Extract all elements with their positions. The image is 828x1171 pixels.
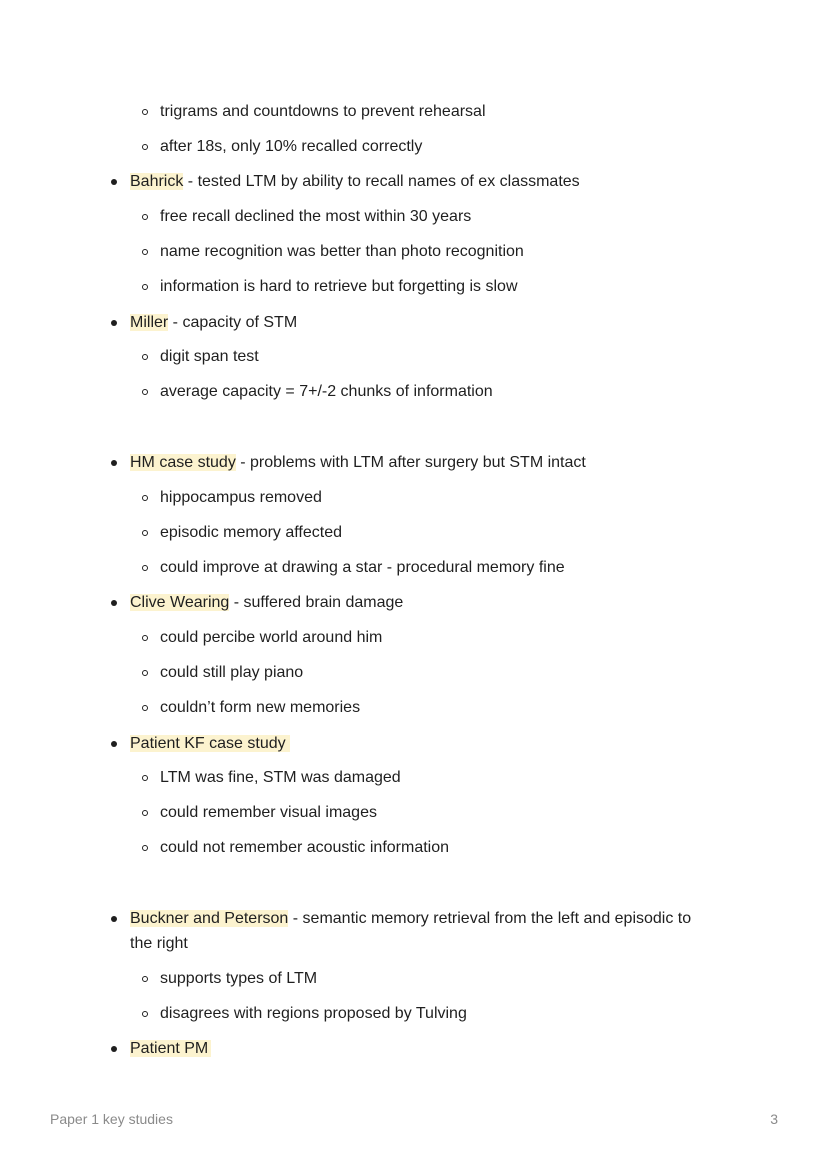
bullet-item [130, 453, 586, 473]
item-text: - tested LTM by ability to recall names of ex classmates [183, 173, 580, 190]
item-text: - semantic memory retrieval from the left and episodic to [288, 910, 692, 927]
bullet-item [130, 593, 403, 613]
disc-bullet-icon [111, 741, 117, 747]
item-text: free recall declined the most within 30 years [160, 208, 472, 225]
study-name-highlight: Clive Wearing [130, 594, 230, 611]
bullet-item [130, 909, 691, 929]
footer-document-title: Paper 1 key studies [50, 1111, 173, 1127]
disc-bullet-icon [111, 460, 117, 466]
item-text: episodic memory affected [160, 524, 343, 541]
sub-bullet-item [160, 768, 401, 788]
disc-bullet-icon [111, 320, 117, 326]
item-text: LTM was fine, STM was damaged [160, 769, 401, 786]
sub-bullet-item [160, 803, 377, 823]
circle-bullet-icon [142, 1011, 148, 1017]
circle-bullet-icon [142, 284, 148, 290]
item-text: could not remember acoustic information [160, 839, 450, 856]
study-name-highlight: Buckner and Peterson [130, 910, 289, 927]
study-name-highlight: Patient PM [130, 1040, 211, 1057]
disc-bullet-icon [111, 179, 117, 185]
item-text: supports types of LTM [160, 970, 318, 987]
item-text: could remember visual images [160, 804, 377, 821]
circle-bullet-icon [142, 144, 148, 150]
sub-bullet-item [160, 628, 382, 648]
circle-bullet-icon [142, 109, 148, 115]
item-text: could still play piano [160, 664, 304, 681]
item-text: digit span test [160, 348, 259, 365]
sub-bullet-item [160, 382, 493, 402]
sub-bullet-item [160, 698, 360, 718]
item-text: couldn’t form new memories [160, 699, 361, 716]
disc-bullet-icon [111, 1046, 117, 1052]
circle-bullet-icon [142, 775, 148, 781]
circle-bullet-icon [142, 565, 148, 571]
sub-bullet-item [160, 969, 317, 989]
study-name-highlight: Miller [130, 314, 169, 331]
sub-bullet-item [160, 523, 342, 543]
bullet-item [130, 172, 580, 192]
circle-bullet-icon [142, 354, 148, 360]
item-text: hippocampus removed [160, 489, 322, 506]
circle-bullet-icon [142, 976, 148, 982]
sub-bullet-item [160, 347, 259, 367]
disc-bullet-icon [111, 916, 117, 922]
item-text: could percibe world around him [160, 629, 383, 646]
circle-bullet-icon [142, 389, 148, 395]
item-text: - problems with LTM after surgery but STM intact [235, 454, 586, 471]
sub-bullet-item [160, 137, 422, 157]
item-text: the right [130, 935, 188, 952]
study-name-highlight: Bahrick [130, 173, 184, 190]
circle-bullet-icon [142, 249, 148, 255]
footer-page-number: 3 [770, 1111, 778, 1127]
sub-bullet-item [160, 1004, 467, 1024]
circle-bullet-icon [142, 214, 148, 220]
sub-bullet-item [160, 663, 303, 683]
item-text: after 18s, only 10% recalled correctly [160, 138, 423, 155]
bullet-item-continuation [130, 934, 188, 954]
bullet-item [130, 1039, 211, 1059]
circle-bullet-icon [142, 635, 148, 641]
circle-bullet-icon [142, 845, 148, 851]
sub-bullet-item [160, 558, 565, 578]
item-text: information is hard to retrieve but forgetting is slow [160, 278, 518, 295]
item-text: name recognition was better than photo recognition [160, 243, 524, 260]
item-text: - capacity of STM [168, 314, 298, 331]
circle-bullet-icon [142, 670, 148, 676]
item-text: - suffered brain damage [229, 594, 404, 611]
disc-bullet-icon [111, 600, 117, 606]
item-text: average capacity = 7+/-2 chunks of information [160, 383, 493, 400]
sub-bullet-item [160, 277, 518, 297]
circle-bullet-icon [142, 705, 148, 711]
item-text: could improve at drawing a star - procedural memory fine [160, 559, 565, 576]
bullet-item [130, 734, 290, 754]
item-text: disagrees with regions proposed by Tulving [160, 1005, 467, 1022]
sub-bullet-item [160, 838, 449, 858]
circle-bullet-icon [142, 530, 148, 536]
circle-bullet-icon [142, 495, 148, 501]
circle-bullet-icon [142, 810, 148, 816]
sub-bullet-item [160, 207, 471, 227]
bullet-item [130, 313, 297, 333]
item-text: trigrams and countdowns to prevent rehearsal [160, 103, 486, 120]
sub-bullet-item [160, 102, 486, 122]
study-name-highlight: Patient KF case study [130, 735, 291, 752]
study-name-highlight: HM case study [130, 454, 236, 471]
sub-bullet-item [160, 242, 524, 262]
sub-bullet-item [160, 488, 322, 508]
